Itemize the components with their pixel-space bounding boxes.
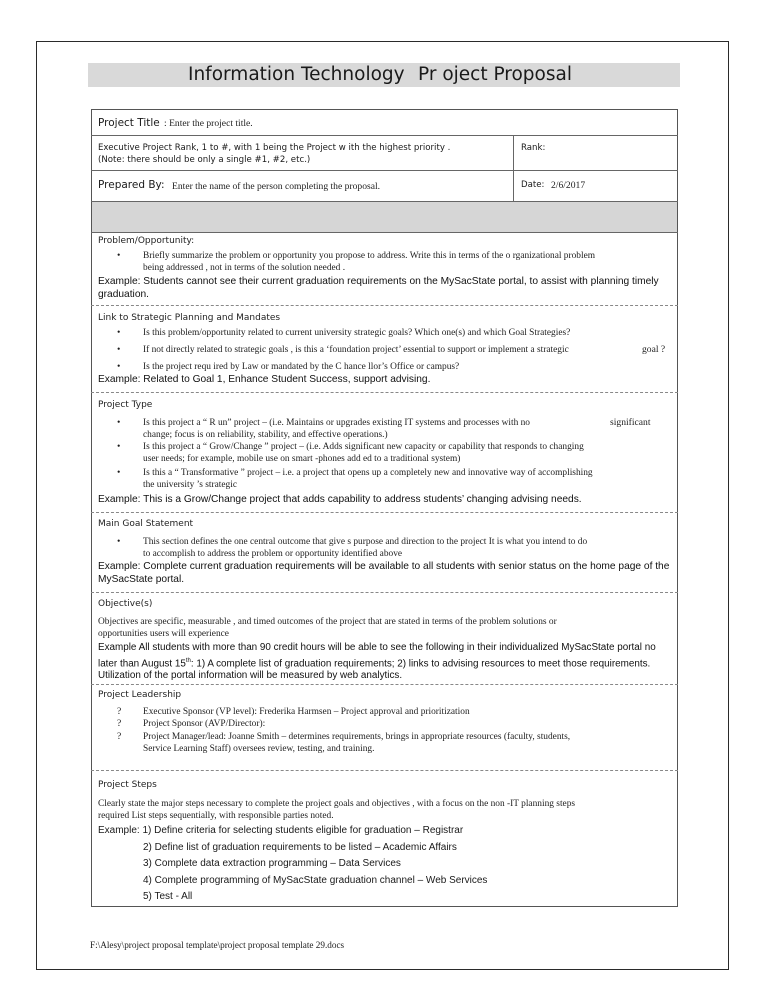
prepared-by-field[interactable]: Enter the name of the person completing the proposal. (172, 181, 381, 192)
column-divider (513, 135, 514, 202)
goal-bullet-line: to accomplish to address the problem or opportunity identified above (143, 549, 403, 559)
step-item: 3) Complete data extraction programming – Data Services (143, 858, 401, 869)
bullet: • (117, 417, 121, 428)
type-bullet-1-end: significant (610, 417, 651, 428)
section-title-goal: Main Goal Statement (98, 519, 194, 529)
bullet: • (117, 327, 121, 338)
section-divider (91, 305, 678, 306)
leadership-project-manager (143, 731, 678, 755)
rank-description-line: Executive Project Rank, 1 to #, with 1 being the Project w ith the highest priority . (98, 143, 451, 153)
link-example: Example: Related to Goal 1, Enhance Student Success, support advising. (98, 374, 431, 385)
section-divider (91, 392, 678, 393)
steps-description (98, 798, 575, 822)
problem-bullet-line: Briefly summarize the problem or opportunity you propose to address. Write this in terms of the o rganizational problem (143, 251, 596, 261)
footer-file-path: F:\Alesy\project proposal template\project proposal template 29.docs (90, 940, 345, 950)
link-bullet-3: Is the project requ ired by Law or mandated by the C hance llor’s Office or campus? (143, 362, 460, 372)
bullet: • (117, 250, 121, 261)
objectives-example-line (98, 655, 674, 671)
type-bullet-line: Is this project a “ Grow/Change ” project – (i.e. Adds significant new capacity or capability that responds to changing (143, 442, 584, 452)
leadership-project-sponsor: Project Sponsor (AVP/Director): (143, 719, 266, 729)
link-bullet-2: If not directly related to strategic goals , is this a ‘foundation project’ essential to support or implement a strategic (143, 345, 569, 355)
objectives-description (98, 616, 557, 640)
superscript: th (185, 657, 191, 664)
type-example: Example: This is a Grow/Change project that adds capability to address students’ changing advising needs. (98, 494, 582, 505)
section-divider (91, 770, 678, 771)
header-title-left: Information Technology (188, 64, 405, 85)
section-title-steps: Project Steps (98, 780, 157, 790)
shaded-band (92, 202, 677, 232)
steps-example-list (98, 823, 487, 906)
divider (91, 170, 678, 171)
date-label: Date: (521, 180, 545, 190)
problem-bullet (143, 250, 678, 274)
step-item: 4) Complete programming of MySacState graduation channel – Web Services (143, 874, 488, 886)
leadership-line: Project Manager/lead: Joanne Smith – determines requirements, brings in appropriate resources (faculty, students, (143, 732, 571, 742)
section-title-link: Link to Strategic Planning and Mandates (98, 313, 281, 323)
link-bullet-1: Is this problem/opportunity related to current university strategic goals? Which one(s) and which Goal Strategies? (143, 328, 571, 338)
question-mark-bullet: ? (117, 718, 122, 729)
question-mark-bullet: ? (117, 706, 122, 717)
section-divider (91, 592, 678, 593)
bullet: • (117, 344, 121, 355)
type-bullet-1 (143, 417, 678, 441)
section-title-problem: Problem/Opportunity: (98, 236, 195, 246)
link-bullet-2-end: goal ? (642, 344, 666, 355)
section-divider (91, 684, 678, 685)
objectives-example-line: Example All students with more than 90 credit hours will be able to see the following in their individualized MySacState portal no (98, 642, 656, 653)
project-title-label: Project Title (98, 117, 160, 129)
problem-bullet-line: being addressed , not in terms of the solution needed . (143, 263, 346, 273)
goal-example: Example: Complete current graduation requirements will be available to all students with senior status on the home page of the MySacState portal. (98, 561, 670, 585)
title-bar (88, 63, 680, 87)
bullet: • (117, 441, 121, 452)
type-bullet-2 (143, 441, 678, 465)
rank-label: Rank: (521, 143, 546, 153)
section-divider (91, 512, 678, 513)
type-bullet-line: the university ’s strategic (143, 480, 237, 490)
problem-example: Example: Students cannot see their current graduation requirements on the MySacState portal, to assist with planning timely graduation. (98, 276, 659, 300)
objectives-example-line: Utilization of the portal information will be measured by web analytics. (98, 670, 403, 682)
objectives-example (98, 642, 674, 683)
type-bullet-3 (143, 467, 678, 491)
goal-bullet-line: This section defines the one central outcome that give s purpose and direction to the project It is what you intend to do (143, 537, 588, 547)
objectives-line: opportunities users will experience (98, 629, 229, 639)
bullet: • (117, 536, 121, 547)
leadership-line: Service Learning Staff) oversees review, testing, and training. (143, 744, 375, 754)
leadership-executive-sponsor: Executive Sponsor (VP level): Frederika Harmsen – Project approval and prioritization (143, 707, 470, 717)
question-mark-bullet: ? (117, 731, 122, 742)
header-title-right: Pr oject Proposal (418, 64, 572, 85)
bullet: • (117, 361, 121, 372)
divider (91, 232, 678, 233)
divider (91, 135, 678, 136)
objectives-example-part: later than August 15 (98, 657, 186, 669)
goal-bullet (143, 536, 678, 560)
section-title-leadership: Project Leadership (98, 690, 182, 700)
type-bullet-line: Is this a “ Transformative ” project – i.e. a project that opens up a completely new and innovative way of accomplishing (143, 468, 593, 478)
type-bullet-line: Is this project a “ R un” project – (i.e. Maintains or upgrades existing IT systems and processes with no (143, 418, 530, 428)
steps-line: required List steps sequentially, with responsible parties noted. (98, 811, 334, 821)
prepared-by-label: Prepared By: (98, 179, 165, 191)
step-item: 2) Define list of graduation requirements to be listed – Academic Affairs (143, 841, 457, 853)
section-title-objectives: Objective(s) (98, 599, 153, 609)
type-bullet-line: user needs; for example, mobile use on smart -phones add ed to a traditional system) (143, 454, 461, 464)
type-bullet-line: change; focus is on reliability, stability, and effective operations.) (143, 430, 388, 440)
rank-description (98, 142, 450, 166)
step-item: 5) Test - All (143, 891, 193, 902)
bullet: • (117, 467, 121, 478)
objectives-example-part: : 1) A complete list of graduation requirements; 2) links to advising resources to meet those requirements. (190, 657, 651, 669)
date-value[interactable]: 2/6/2017 (551, 180, 586, 191)
project-title-field[interactable]: : Enter the project title. (164, 118, 253, 129)
objectives-line: Objectives are specific, measurable , and timed outcomes of the project that are stated in terms of the problem solutions or (98, 617, 557, 627)
rank-description-note: (Note: there should be only a single #1, #2, etc.) (98, 155, 311, 165)
steps-line: Clearly state the major steps necessary to complete the project goals and objectives , with a focus on the non -IT planning steps (98, 799, 576, 809)
section-title-type: Project Type (98, 400, 153, 410)
step-item: Example: 1) Define criteria for selecting students eligible for graduation – Registrar (98, 825, 464, 836)
